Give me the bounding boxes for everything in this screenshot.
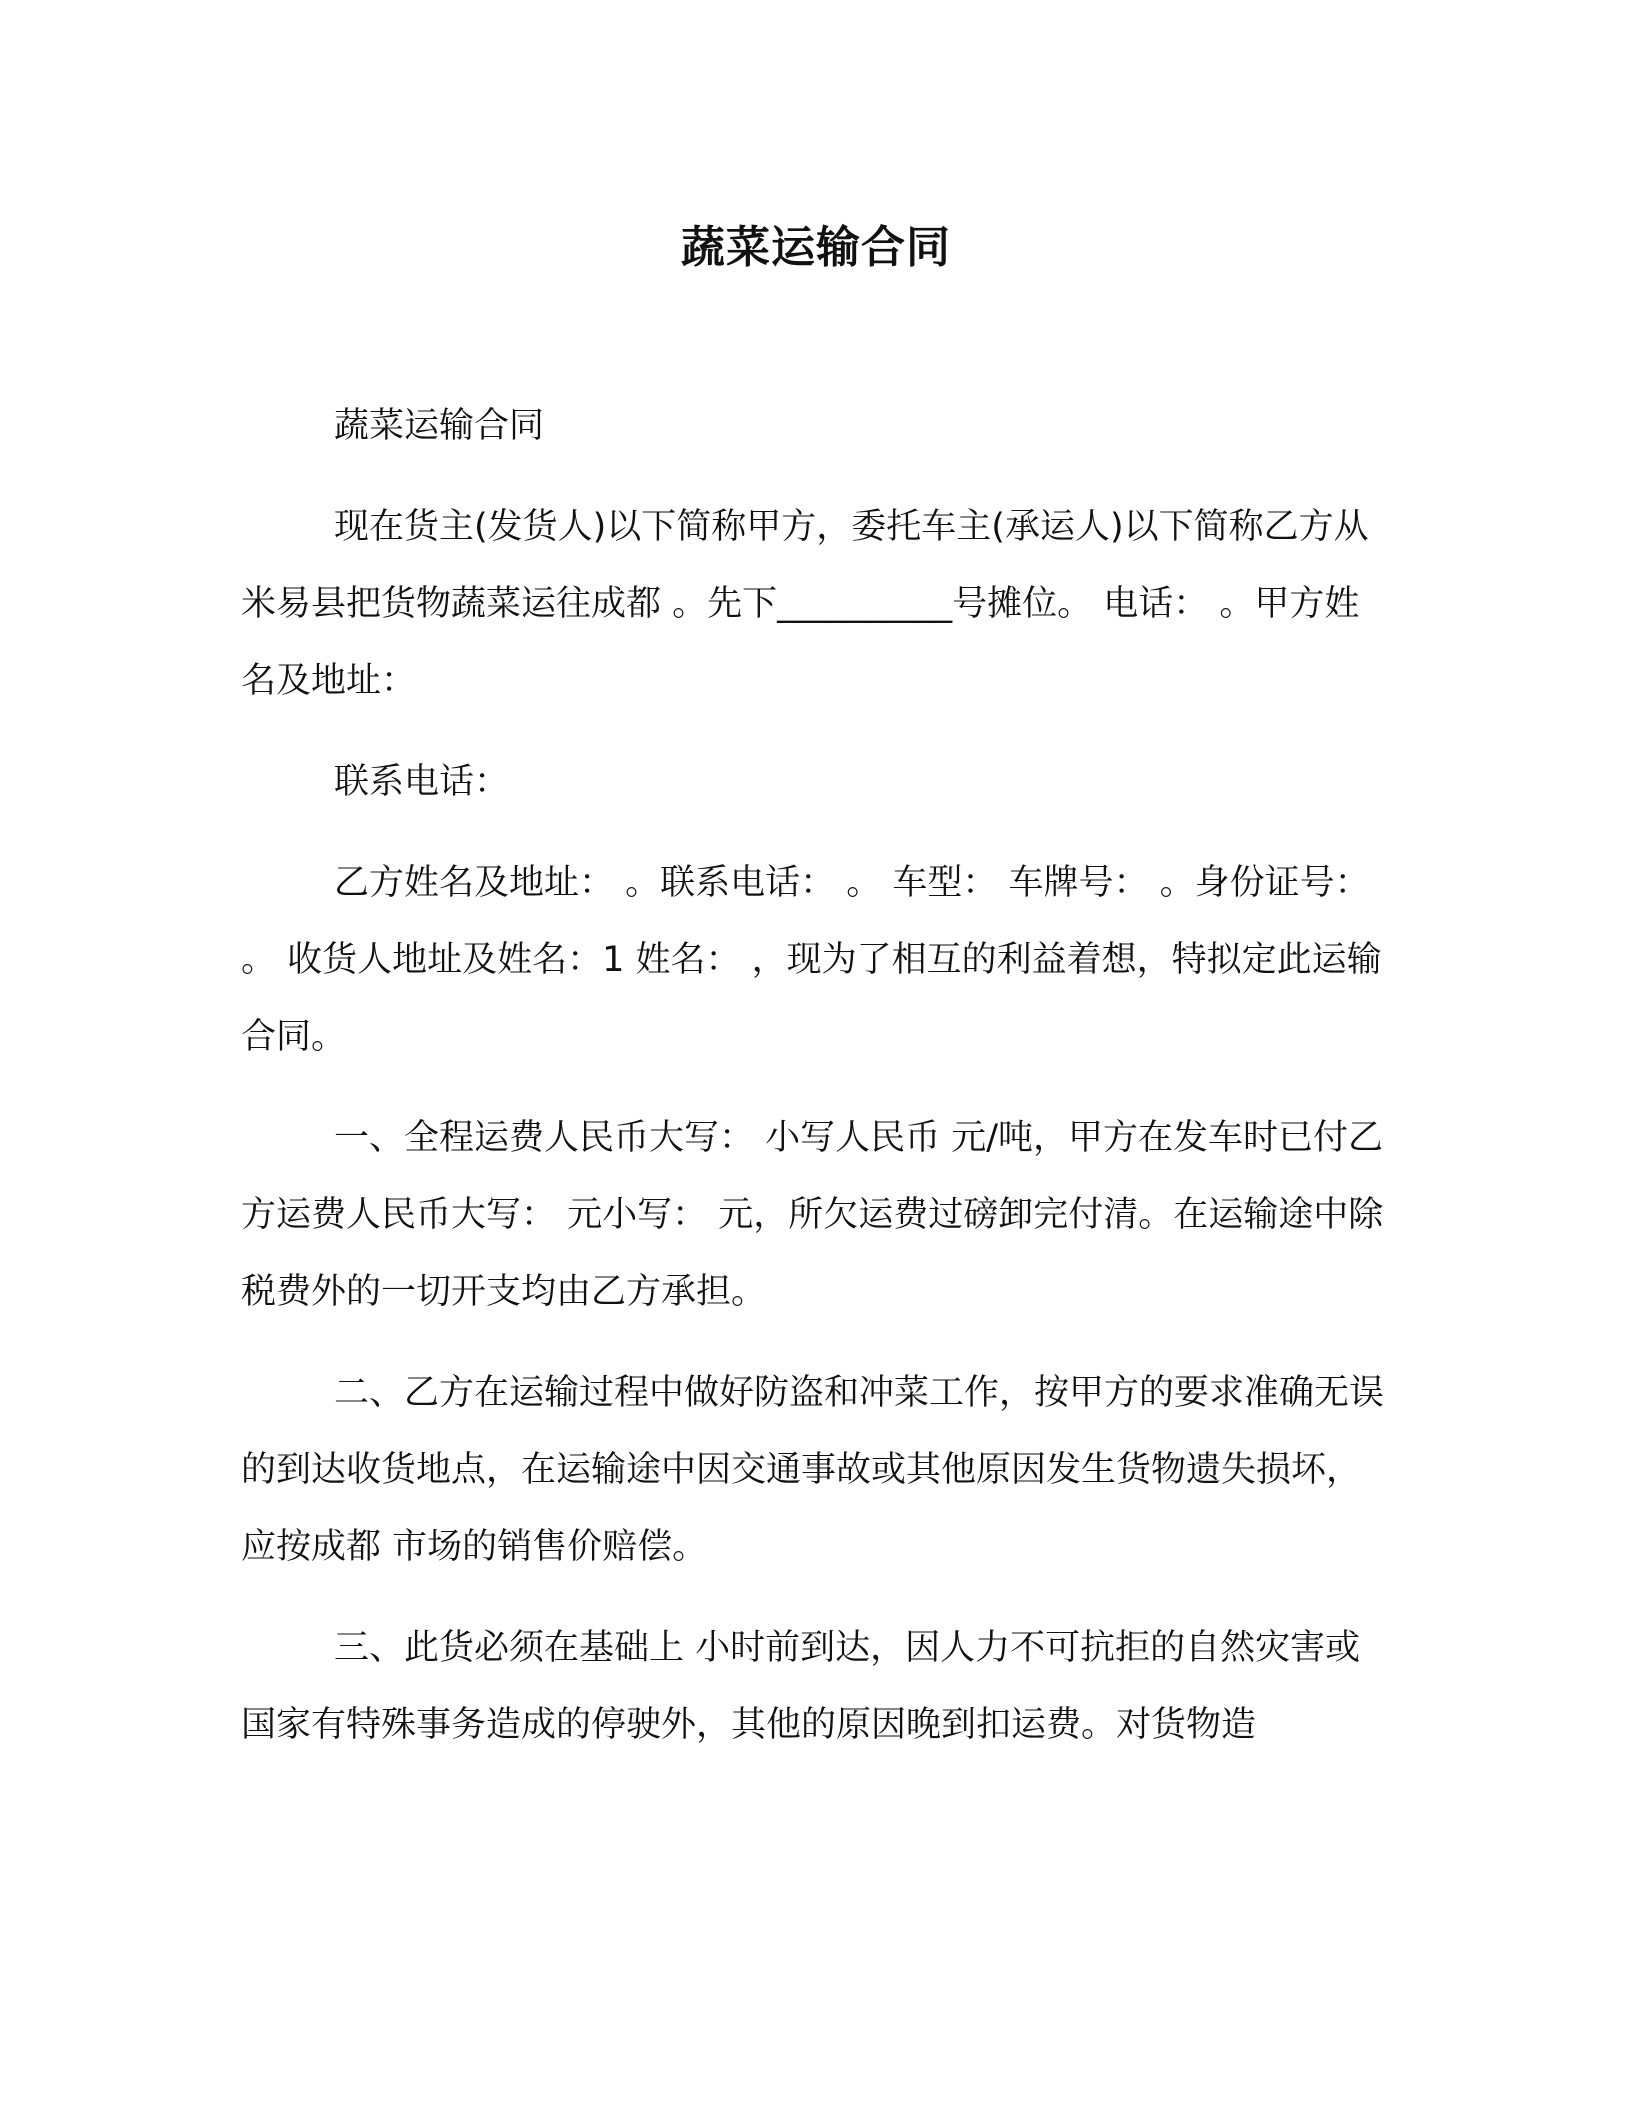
paragraph-clause-2: 二、乙方在运输过程中做好防盗和冲菜工作，按甲方的要求准确无误的到达收货地点，在运输途中因交通事故或其他原因发生货物遗失损坏，应按成都 市场的销售价赔偿。 <box>241 1373 1385 1567</box>
paragraph-party-b-info: 乙方姓名及地址： 。联系电话： 。 车型： 车牌号： 。身份证号： 。 收货人地址及姓名：1 姓名： ，现为了相互的利益着想，特拟定此运输合同。 <box>241 863 1382 1057</box>
paragraph-parties-intro: 现在货主(发货人)以下简称甲方，委托车主(承运人)以下简称乙方从米易县把货物蔬菜运往成都 。先下__________号摊位。 电话： 。甲方姓名及地址： <box>241 507 1369 701</box>
document-title: 蔬菜运输合同 <box>681 222 951 273</box>
document-body <box>241 388 1391 1764</box>
paragraph-heading: 蔬菜运输合同 <box>334 406 545 446</box>
paragraph-clause-1: 一、全程运费人民币大写： 小写人民币 元/吨，甲方在发车时已付乙方运费人民币大写： 元小写： 元，所欠运费过磅卸完付清。在运输途中除税费外的一切开支均由乙方承担。 <box>241 1118 1384 1312</box>
paragraph-party-a-phone: 联系电话： <box>334 762 510 802</box>
paragraph-clause-3: 三、此货必须在基础上 小时前到达，因人力不可抗拒的自然灾害或国家有特殊事务造成的停驶外，其他的原因晚到扣运费。对货物造 <box>241 1628 1361 1745</box>
